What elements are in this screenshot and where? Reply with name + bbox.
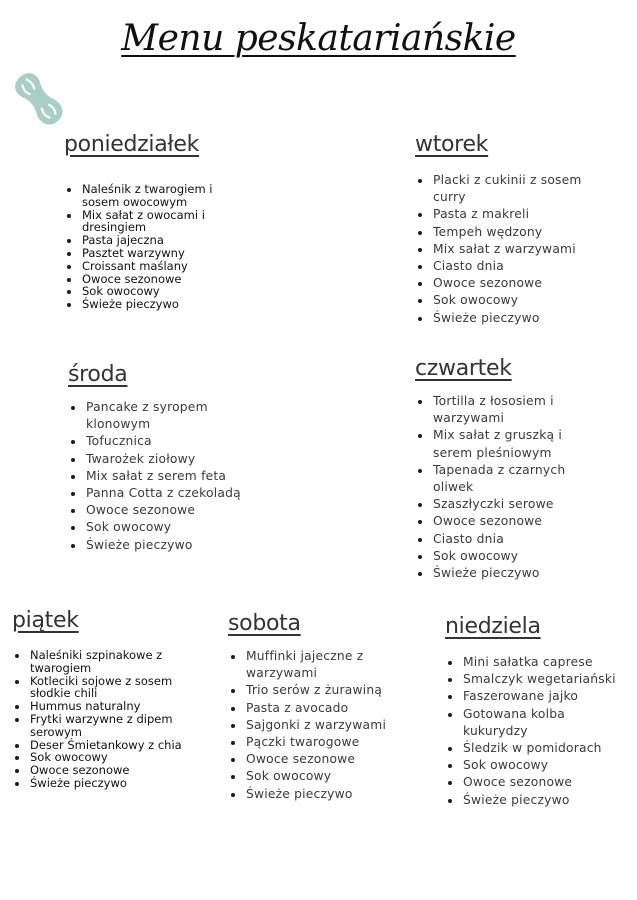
list-item: Trio serów z żurawiną	[228, 682, 408, 699]
list-item: Owoce sezonowe	[64, 273, 244, 286]
list-item: Owoce sezonowe	[228, 751, 408, 768]
list-item: Panna Cotta z czekoladą	[68, 485, 248, 502]
list-item: Naleśniki szpinakowe z twarogiem	[12, 649, 192, 675]
day-thursday	[415, 356, 595, 582]
list-item: Owoce sezonowe	[12, 764, 192, 777]
list-item: Pasta z avocado	[228, 700, 408, 717]
page-title: Menu peskatariańskie	[121, 18, 516, 59]
list-item: Tapenada z czarnych oliwek	[415, 462, 595, 496]
list-item: Owoce sezonowe	[415, 275, 595, 292]
list-item: Tortilla z łososiem i warzywami	[415, 393, 595, 427]
list-item: Sok owocowy	[68, 519, 248, 536]
menu-list	[68, 399, 248, 554]
menu-list	[415, 393, 595, 582]
list-item: Croissant maślany	[64, 260, 244, 273]
list-item: Owoce sezonowe	[445, 774, 630, 791]
list-item: Tofucznica	[68, 433, 248, 450]
list-item: Hummus naturalny	[12, 700, 192, 713]
menu-list	[12, 649, 192, 790]
list-item: Kotleciki sojowe z sosem słodkie chili	[12, 675, 192, 701]
list-item: Tempeh wędzony	[415, 224, 595, 241]
day-heading: wtorek	[415, 132, 489, 157]
list-item: Szaszłyczki serowe	[415, 496, 595, 513]
list-item: Muffinki jajeczne z warzywami	[228, 648, 408, 682]
list-item: Smalczyk wegetariański	[445, 671, 630, 688]
peanut-icon	[6, 66, 72, 132]
list-item: Pasta z makreli	[415, 206, 595, 223]
list-item: Świeże pieczywo	[228, 786, 408, 803]
list-item: Sok owocowy	[415, 292, 595, 309]
list-item: Sajgonki z warzywami	[228, 717, 408, 734]
list-item: Gotowana kolba kukurydzy	[445, 706, 630, 740]
list-item: Ciasto dnia	[415, 258, 595, 275]
list-item: Pasta jajeczna	[64, 234, 244, 247]
list-item: Świeże pieczywo	[415, 310, 595, 327]
menu-list	[415, 172, 595, 327]
list-item: Mix sałat z owocami i dresingiem	[64, 209, 244, 235]
list-item: Świeże pieczywo	[12, 777, 192, 790]
day-heading: czwartek	[415, 356, 512, 381]
list-item: Owoce sezonowe	[415, 513, 595, 530]
menu-list	[445, 654, 630, 809]
list-item: Mix sałat z warzywami	[415, 241, 595, 258]
day-heading: sobota	[228, 611, 301, 636]
list-item: Pączki twarogowe	[228, 734, 408, 751]
day-friday	[12, 608, 192, 790]
list-item: Faszerowane jajko	[445, 688, 630, 705]
list-item: Pancake z syropem klonowym	[68, 399, 248, 433]
list-item: Sok owocowy	[445, 757, 630, 774]
day-monday	[64, 132, 244, 311]
list-item: Świeże pieczywo	[64, 298, 244, 311]
list-item: Mix sałat z serem feta	[68, 468, 248, 485]
menu-list	[64, 183, 244, 311]
menu-list	[228, 648, 408, 803]
day-heading: poniedziałek	[64, 132, 200, 157]
day-saturday	[228, 611, 408, 803]
list-item: Frytki warzywne z dipem serowym	[12, 713, 192, 739]
day-heading: środa	[68, 362, 128, 387]
list-item: Śledzik w pomidorach	[445, 740, 630, 757]
list-item: Ciasto dnia	[415, 531, 595, 548]
list-item: Mini sałatka caprese	[445, 654, 630, 671]
day-sunday	[445, 614, 630, 809]
day-wednesday	[68, 362, 248, 554]
list-item: Sok owocowy	[64, 285, 244, 298]
list-item: Sok owocowy	[228, 768, 408, 785]
day-heading: piątek	[12, 608, 79, 633]
list-item: Świeże pieczywo	[68, 537, 248, 554]
list-item: Naleśnik z twarogiem i sosem owocowym	[64, 183, 244, 209]
list-item: Pasztet warzywny	[64, 247, 244, 260]
day-tuesday	[415, 132, 595, 327]
list-item: Świeże pieczywo	[445, 792, 630, 809]
day-heading: niedziela	[445, 614, 541, 639]
list-item: Twarożek ziołowy	[68, 451, 248, 468]
list-item: Świeże pieczywo	[415, 565, 595, 582]
list-item: Deser Śmietankowy z chia	[12, 739, 192, 752]
list-item: Placki z cukinii z sosem curry	[415, 172, 595, 206]
list-item: Sok owocowy	[12, 751, 192, 764]
list-item: Owoce sezonowe	[68, 502, 248, 519]
list-item: Sok owocowy	[415, 548, 595, 565]
list-item: Mix sałat z gruszką i serem pleśniowym	[415, 427, 595, 461]
